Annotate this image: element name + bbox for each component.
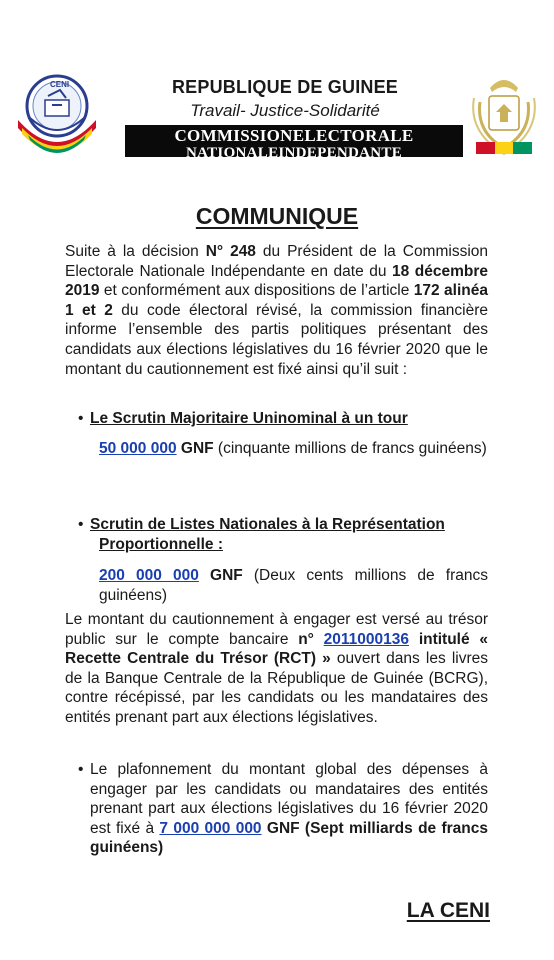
commission-name-band <box>125 125 463 157</box>
item-heading-line2: Proportionnelle : <box>99 535 223 553</box>
guinea-coat-of-arms-icon <box>460 62 548 160</box>
deposit-amount-uninominal: 50 000 000 GNF (cinquante millions de francs guinéens) <box>99 440 487 457</box>
deposit-paragraph: Le montant du cautionnement à engager est versé au trésor public sur le compte bancaire n° 2011000136 intitulé « Recette Centrale du Trésor (RCT) » ouvert dans les livres de la Banque Centrale de la République de Guinée (BCRG), contre récépissé, par les candidats ou les mandataires des entités prenant part aux élections législatives. <box>65 611 488 726</box>
amount-link[interactable]: 50 000 000 <box>99 440 177 457</box>
commission-name-line1: COMMISSIONELECTORALE <box>174 126 414 145</box>
communique-title: COMMUNIQUE <box>195 203 359 229</box>
item-heading-line1: Scrutin de Listes Nationales à la Représentation <box>90 516 445 533</box>
bullet-icon: • <box>78 761 84 778</box>
list-item-spending-ceiling <box>78 760 488 858</box>
deposit-amount-proportional: 200 000 000 GNF (Deux cents millions de francs guinéens) <box>99 567 488 604</box>
item-heading: Le Scrutin Majoritaire Uninominal à un tour <box>90 410 408 427</box>
ceni-logo-icon <box>12 66 102 156</box>
republic-heading: REPUBLIQUE DE GUINEE <box>171 77 399 97</box>
signature: LA CENI <box>406 899 490 922</box>
account-number-link[interactable]: 2011000136 <box>323 630 410 648</box>
intro-paragraph: Suite à la décision N° 248 du Président de la Commission Electorale Nationale Indépendante en date du 18 décembre 2019 et conformément aux dispositions de l’article 172 alinéa 1 et 2 du code électoral révisé, la commission financière informe l’ensemble des partis politiques présentant des candidats aux élections législatives du 16 février 2020 que le montant du cautionnement est fixé ainsi qu’il suit : <box>65 243 489 378</box>
list-item-uninominal <box>78 409 488 429</box>
article-reference: 172 alinéa 1 et 2 <box>65 282 488 319</box>
decision-date: 18 décembre 2019 <box>65 262 489 300</box>
list-item-proportional <box>78 515 488 554</box>
bullet-icon: • <box>78 410 84 427</box>
ceiling-amount-link[interactable]: 7 000 000 000 <box>159 819 262 837</box>
decision-number: N° 248 <box>205 243 256 260</box>
ceiling-text: Le plafonnement du montant global des dépenses à engager par les candidats ou mandataires des entités prenant part aux élections législatives du 16 février 2020 est fixé à 7 000 000 000 GNF (Sept milliards de francs guinéens) <box>90 761 489 857</box>
bullet-icon: • <box>78 516 84 533</box>
letterhead <box>0 0 554 170</box>
svg-text:CENI: CENI <box>50 80 70 89</box>
commission-name-line2: NATIONALEINDEPENDANTE <box>185 145 403 157</box>
amount-link[interactable]: 200 000 000 <box>99 567 199 584</box>
republic-motto: Travail- Justice-Solidarité <box>190 101 380 120</box>
account-title: intitulé « Recette Centrale du Trésor (RCT) » <box>65 630 488 668</box>
